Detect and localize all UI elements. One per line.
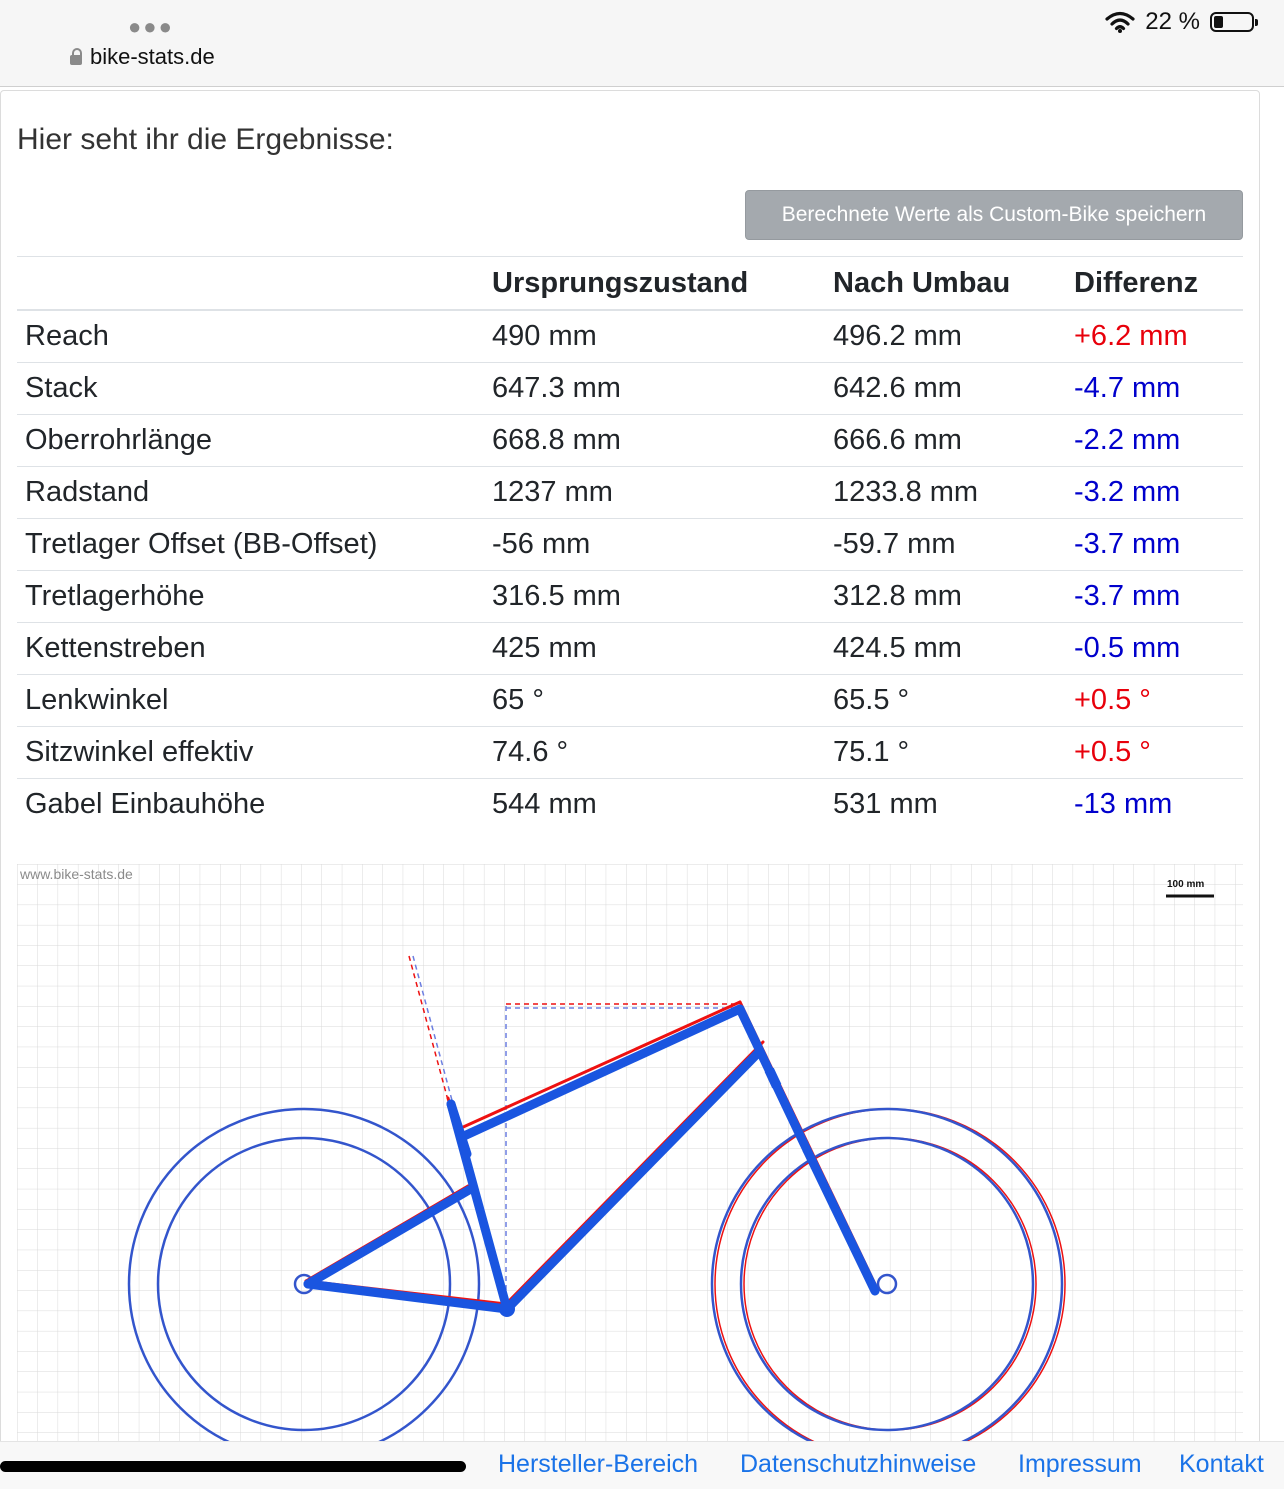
row-label: Reach <box>17 310 484 363</box>
row-original: -56 mm <box>484 519 825 571</box>
row-modified: 531 mm <box>825 779 1066 831</box>
row-label: Radstand <box>17 467 484 519</box>
row-modified: 496.2 mm <box>825 310 1066 363</box>
row-label: Sitzwinkel effektiv <box>17 727 484 779</box>
row-modified: 312.8 mm <box>825 571 1066 623</box>
row-original: 544 mm <box>484 779 825 831</box>
row-modified: 424.5 mm <box>825 623 1066 675</box>
battery-percent: 22 % <box>1145 8 1200 35</box>
table-row <box>17 675 1243 727</box>
row-original: 65 ° <box>484 675 825 727</box>
row-label: Stack <box>17 363 484 415</box>
row-modified: 75.1 ° <box>825 727 1066 779</box>
table-row <box>17 727 1243 779</box>
wifi-icon <box>1105 11 1135 33</box>
row-original: 316.5 mm <box>484 571 825 623</box>
row-original: 425 mm <box>484 623 825 675</box>
row-original: 647.3 mm <box>484 363 825 415</box>
table-row <box>17 415 1243 467</box>
page-heading: Hier seht ihr die Ergebnisse: <box>17 123 394 156</box>
row-modified: 1233.8 mm <box>825 467 1066 519</box>
row-difference: -2.2 mm <box>1066 415 1243 467</box>
row-modified: 666.6 mm <box>825 415 1066 467</box>
table-row <box>17 519 1243 571</box>
table-row <box>17 571 1243 623</box>
header-label <box>17 257 484 311</box>
row-difference: +0.5 ° <box>1066 727 1243 779</box>
row-difference: -3.2 mm <box>1066 467 1243 519</box>
footer-link-datenschutz[interactable]: Datenschutzhinweise <box>740 1450 977 1478</box>
row-label: Lenkwinkel <box>17 675 484 727</box>
footer-link-kontakt[interactable]: Kontakt <box>1179 1450 1264 1478</box>
row-label: Tretlagerhöhe <box>17 571 484 623</box>
table-row <box>17 467 1243 519</box>
grid-background <box>17 864 1243 1454</box>
row-difference: -0.5 mm <box>1066 623 1243 675</box>
watermark-text: www.bike-stats.de <box>20 866 133 882</box>
row-difference: -13 mm <box>1066 779 1243 831</box>
address-bar[interactable] <box>70 44 215 70</box>
row-modified: 642.6 mm <box>825 363 1066 415</box>
save-custom-bike-button[interactable]: Berechnete Werte als Custom-Bike speichern <box>745 190 1243 240</box>
bottom-bracket <box>499 1301 515 1317</box>
footer-link-impressum[interactable]: Impressum <box>1018 1450 1142 1478</box>
more-dots-icon[interactable]: ●●● <box>128 14 174 39</box>
row-difference: -3.7 mm <box>1066 519 1243 571</box>
table-header-row <box>17 257 1243 311</box>
row-difference: -4.7 mm <box>1066 363 1243 415</box>
row-difference: +0.5 ° <box>1066 675 1243 727</box>
results-card <box>0 90 1260 1452</box>
url-text: bike-stats.de <box>90 44 215 69</box>
header-modified: Nach Umbau <box>825 257 1066 311</box>
lock-icon <box>70 55 82 65</box>
browser-status-bar <box>0 0 1284 87</box>
row-original: 668.8 mm <box>484 415 825 467</box>
system-status <box>1105 8 1254 36</box>
table-row <box>17 779 1243 831</box>
row-difference: -3.7 mm <box>1066 571 1243 623</box>
table-row <box>17 623 1243 675</box>
geometry-svg <box>17 864 1243 1454</box>
results-table <box>17 256 1243 830</box>
row-label: Tretlager Offset (BB-Offset) <box>17 519 484 571</box>
row-difference: +6.2 mm <box>1066 310 1243 363</box>
home-indicator <box>0 1461 466 1472</box>
row-original: 490 mm <box>484 310 825 363</box>
footer-link-hersteller[interactable]: Hersteller-Bereich <box>498 1450 699 1478</box>
battery-icon <box>1210 12 1254 32</box>
row-label: Oberrohrlänge <box>17 415 484 467</box>
table-row <box>17 310 1243 363</box>
bike-geometry-drawing <box>17 864 1243 1454</box>
row-modified: -59.7 mm <box>825 519 1066 571</box>
row-label: Gabel Einbauhöhe <box>17 779 484 831</box>
row-original: 1237 mm <box>484 467 825 519</box>
header-difference: Differenz <box>1066 257 1243 311</box>
row-original: 74.6 ° <box>484 727 825 779</box>
row-modified: 65.5 ° <box>825 675 1066 727</box>
header-original: Ursprungszustand <box>484 257 825 311</box>
table-row <box>17 363 1243 415</box>
row-label: Kettenstreben <box>17 623 484 675</box>
scale-label: 100 mm <box>1167 879 1205 890</box>
